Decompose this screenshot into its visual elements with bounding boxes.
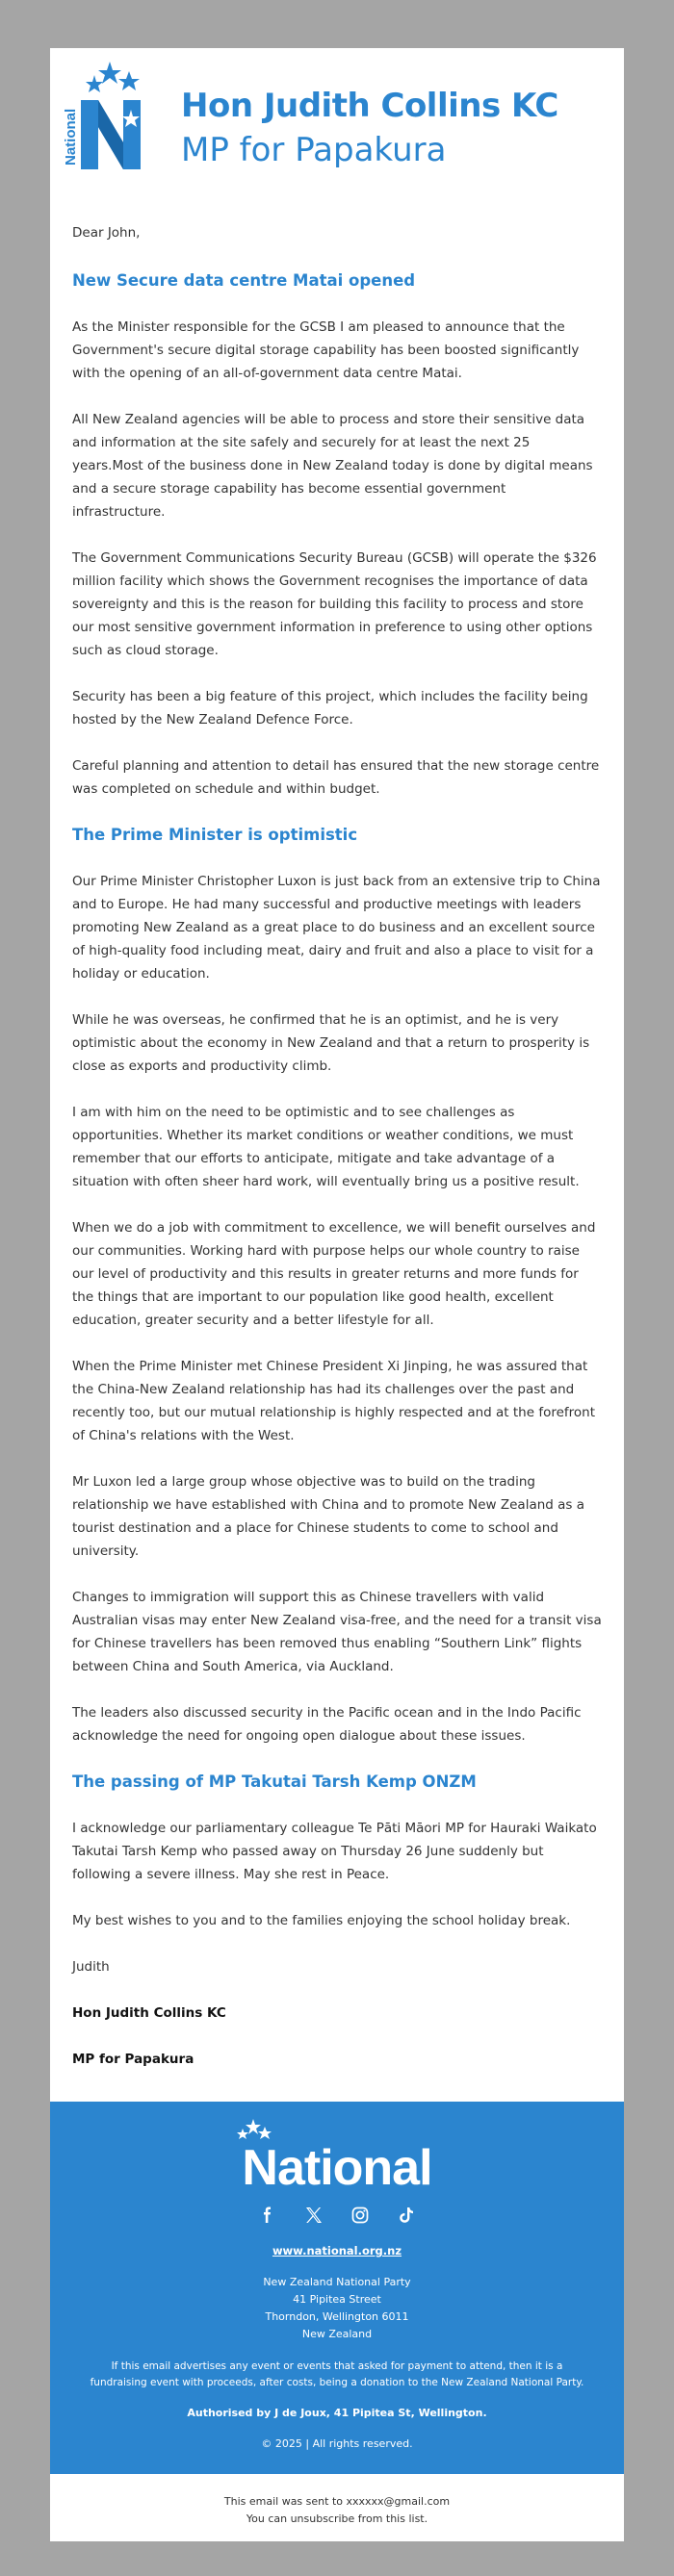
paragraph: Mr Luxon led a large group whose objective was to build on the trading relationship we have established with China and to promote New Zealand as a tourist destination and a place for Chinese students to come to school and university. [72, 1474, 585, 1559]
tiktok-icon[interactable] [397, 2206, 416, 2225]
logo-vertical-text: National [63, 108, 79, 166]
copyright: © 2025 | All rights reserved. [261, 2437, 413, 2450]
header-subtitle: MP for Papakura [181, 131, 447, 169]
paragraph: As the Minister responsible for the GCSB I am pleased to announce that the Government's secure digital storage capability has been boosted significantly with the opening of an all-of-government data centre Matai. [72, 319, 580, 381]
email-footer [50, 2102, 624, 2474]
authorisation-statement: Authorised by J de Joux, 41 Pipitea St, Wellington. [187, 2407, 487, 2419]
paragraph: Changes to immigration will support this as Chinese travellers with valid Australian visas may enter New Zealand visa-free, and the need for a transit visa for Chinese travellers has been removed thus enabling “Southern Link” flights between China and South America, via Auckland. [72, 1590, 602, 1674]
instagram-icon[interactable] [350, 2206, 370, 2225]
x-icon[interactable] [304, 2206, 324, 2225]
paragraph: I am with him on the need to be optimistic and to see challenges as opportunities. Whether its market conditions or weather conditions, we must remember that our efforts to anticipate, mitigate and take advantage of a situation with often sheer hard work, will eventually bring us a positive result. [72, 1105, 580, 1189]
paragraph: Careful planning and attention to detail has ensured that the new storage centre was completed on schedule and within budget. [72, 758, 600, 797]
signoff: Judith [72, 1959, 110, 1975]
social-links [69, 2206, 605, 2225]
paragraph: I acknowledge our parliamentary colleague Te Pāti Māori MP for Hauraki Waikato Takutai Tarsh Kemp who passed away on Thursday 26 June suddenly but following a severe illness. May she rest in Peace. [72, 1821, 597, 1882]
section-heading: New Secure data centre Matai opened [72, 271, 416, 290]
paragraph: The Government Communications Security Bureau (GCSB) will operate the $326 million facility which shows the Government recognises the importance of data sovereignty and this is the reason for building this facility to process and store our most sensitive government information in preference to using other options such as cloud storage. [72, 550, 597, 658]
paragraph: When the Prime Minister met Chinese President Xi Jinping, he was assured that the China-New Zealand relationship has had its challenges over the past and recently too, but our mutual relationship is highly respected and at the forefront of China's relations with the West. [72, 1359, 596, 1443]
signature-title: MP for Papakura [72, 2052, 194, 2067]
paragraph: Security has been a big feature of this project, which includes the facility being hosted by the New Zealand Defence Force. [72, 689, 588, 727]
address-line: 41 Pipitea Street [293, 2293, 381, 2306]
paragraph: While he was overseas, he confirmed that he is an optimist, and he is very optimistic about the economy in New Zealand and that a return to prosperity is close as exports and productivity climb. [72, 1012, 590, 1074]
wordmark-text: National [242, 2140, 432, 2190]
paragraph: All New Zealand agencies will be able to process and store their sensitive data and information at the site safely and securely for at least the next 25 years.Most of the business done in New Zealand today is done by digital means and a secure storage capability has become essential government infrastructure. [72, 412, 593, 520]
paragraph: My best wishes to you and to the families enjoying the school holiday break. [72, 1913, 571, 1928]
fundraising-disclaimer: If this email advertises any event or events that asked for payment to attend, then it is a fundraising event with proceeds, after costs, being a donation to the New Zealand National Party. [90, 2360, 584, 2388]
header-title: Hon Judith Collins KC [181, 87, 558, 125]
facebook-icon[interactable] [258, 2206, 277, 2225]
letter-body [50, 183, 624, 2102]
signature-name: Hon Judith Collins KC [72, 2005, 226, 2021]
email-header [50, 48, 624, 183]
email-container [50, 48, 624, 2541]
section-heading: The passing of MP Takutai Tarsh Kemp ONZM [72, 1773, 477, 1791]
email-bottom-notice [50, 2474, 624, 2541]
national-wordmark-logo [217, 2117, 457, 2190]
section-heading: The Prime Minister is optimistic [72, 826, 358, 844]
paragraph: The leaders also discussed security in the Pacific ocean and in the Indo Pacific acknowledge the need for ongoing open dialogue about these issues. [72, 1705, 582, 1744]
unsubscribe-link[interactable]: You can unsubscribe from this list. [246, 2512, 428, 2525]
paragraph: When we do a job with commitment to excellence, we will benefit ourselves and our communities. Working hard with purpose helps our whole country to raise our level of productivity and this results in greater returns and more funds for the things that are important to our population like good health, excellent education, greater security and a better lifestyle for all. [72, 1220, 596, 1328]
paragraph: Our Prime Minister Christopher Luxon is just back from an extensive trip to China and to Europe. He had many successful and productive meetings with leaders promoting New Zealand as a great place to do business and an excellent source of high-quality food including meat, dairy and fruit and also a place to visit for a holiday or education. [72, 874, 601, 982]
address-line: New Zealand National Party [263, 2276, 411, 2288]
address-line: Thorndon, Wellington 6011 [265, 2310, 409, 2323]
party-address [69, 2274, 605, 2343]
website-link[interactable]: www.national.org.nz [272, 2244, 402, 2257]
sent-to-notice: This email was sent to xxxxxx@gmail.com [223, 2495, 451, 2508]
address-line: New Zealand [301, 2328, 373, 2340]
salutation: Dear John, [72, 225, 141, 241]
national-party-logo [60, 62, 156, 177]
